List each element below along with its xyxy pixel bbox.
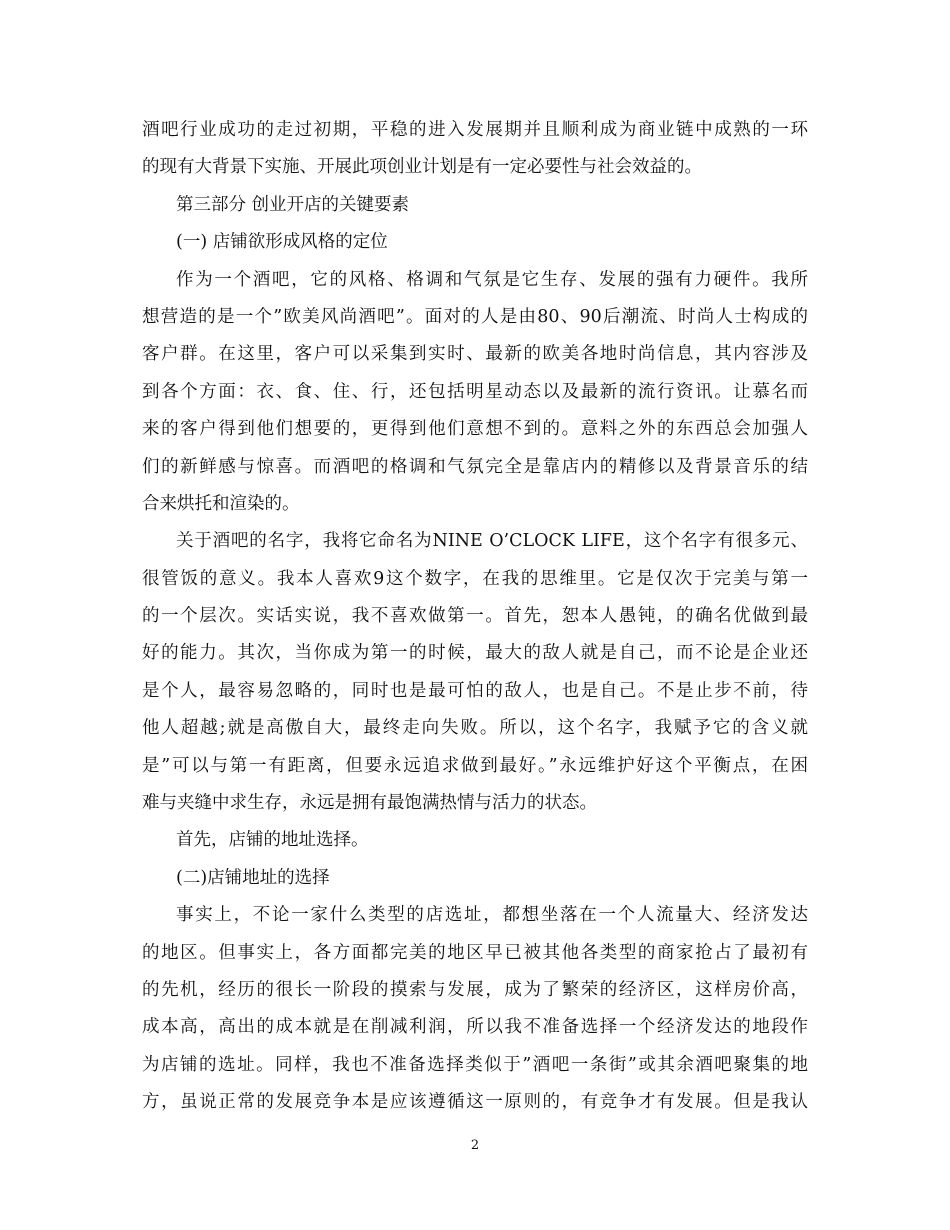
text-line: 好的能力。其次，当你成为第一的时候，最大的敌人就是自己，而不论是企业还 <box>142 643 808 664</box>
page-number: 2 <box>470 1138 480 1153</box>
text-line: 难与夹缝中求生存，永远是拥有最饱满热情与活力的状态。 <box>142 793 597 814</box>
text-line: 关于酒吧的名字，我将它命名为NINE O’CLOCK LIFE，这个名字有很多元、 <box>176 531 808 552</box>
text-line: 作为一个酒吧，它的风格、格调和气氛是它生存、发展的强有力硬件。我所 <box>176 269 808 290</box>
subsection-heading: (二)店铺地址的选择 <box>176 867 330 888</box>
text-line: 的一个层次。实话实说，我不喜欢做第一。首先，恕本人愚钝，的确名优做到最 <box>142 606 808 627</box>
text-line: 事实上，不论一家什么类型的店选址，都想坐落在一个人流量大、经济发达 <box>176 905 808 926</box>
text-line: 首先，店铺的地址选择。 <box>176 830 369 851</box>
text-line: 是个人，最容易忽略的，同时也是最可怕的敌人，也是自己。不是止步不前，待 <box>142 680 808 701</box>
text-line: 来的客户得到他们想要的，更得到他们意想不到的。意料之外的东西总会加强人 <box>142 419 808 440</box>
text-line: 的地区。但事实上，各方面都完美的地区早已被其他各类型的商家抢占了最初有 <box>142 942 808 963</box>
text-line: 酒吧行业成功的走过初期，平稳的进入发展期并且顺利成为商业链中成熟的一环 <box>142 120 808 140</box>
text-line: 为店铺的选址。同样，我也不准备选择类似于”酒吧一条街”或其余酒吧聚集的地 <box>142 1054 808 1075</box>
subsection-heading: (一) 店铺欲形成风格的定位 <box>176 232 388 253</box>
text-line: 们的新鲜感与惊喜。而酒吧的格调和气氛完全是靠店内的精修以及背景音乐的结 <box>142 456 808 477</box>
text-line: 方，虽说正常的发展竞争本是应该遵循这一原则的，有竞争才有发展。但是我认 <box>142 1092 808 1113</box>
text-line: 的先机，经历的很长一阶段的摸索与发展，成为了繁荣的经济区，这样房价高， <box>142 979 808 1000</box>
text-line: 成本高，高出的成本就是在削减利润，所以我不准备选择一个经济发达的地段作 <box>142 1017 808 1038</box>
section-heading: 第三部分 创业开店的关键要素 <box>176 194 410 215</box>
text-line: 到各个方面：衣、食、住、行，还包括明星动态以及最新的流行资讯。让慕名而 <box>142 381 808 402</box>
text-line: 他人超越;就是高傲自大，最终走向失败。所以，这个名字，我赋予它的含义就 <box>142 718 808 739</box>
text-line: 的现有大背景下实施、开展此项创业计划是有一定必要性与社会效益的。 <box>142 157 702 178</box>
text-line: 是”可以与第一有距离，但要永远追求做到最好。”永远维护好这个平衡点，在困 <box>142 755 808 776</box>
text-line: 客户群。在这里，客户可以采集到实时、最新的欧美各地时尚信息，其内容涉及 <box>142 344 808 365</box>
text-line: 想营造的是一个”欧美风尚酒吧”。面对的人是由80、90后潮流、时尚人士构成的 <box>142 306 808 327</box>
document-body <box>142 112 808 1122</box>
text-line: 很管饭的意义。我本人喜欢9这个数字，在我的思维里。它是仅次于完美与第一 <box>142 568 808 589</box>
text-line: 合来烘托和渲染的。 <box>142 493 300 514</box>
